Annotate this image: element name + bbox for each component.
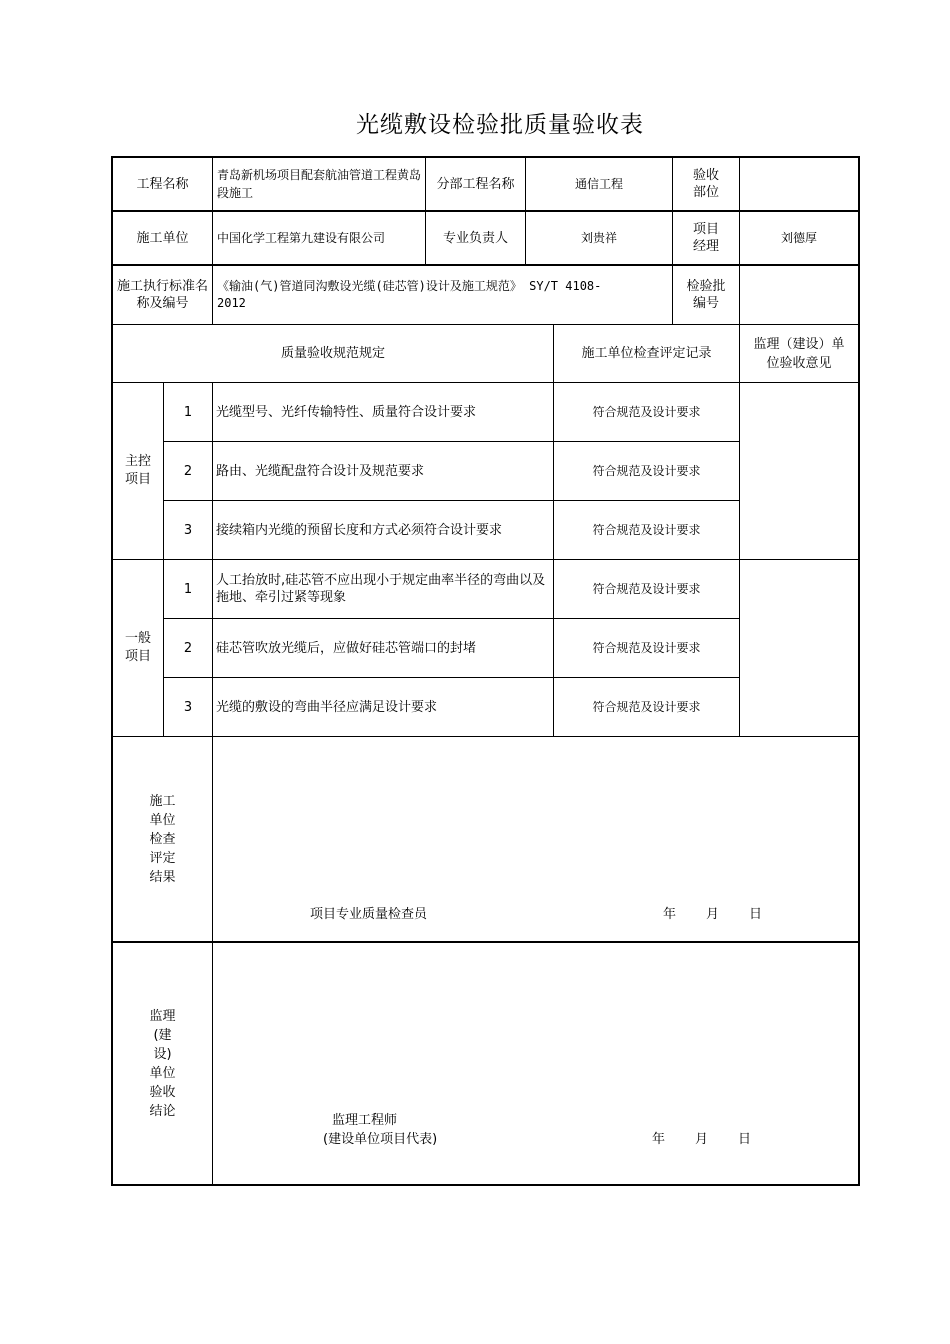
project-name-value: 青岛新机场项目配套航油管道工程黄岛段施工 (217, 168, 422, 200)
item-record: 符合规范及设计要求 (592, 404, 701, 419)
row-divider (111, 736, 860, 737)
acceptance-part-value (740, 158, 858, 210)
discipline-lead-label: 专业负责人 (442, 230, 508, 246)
month-label: 月 (695, 1132, 709, 1147)
item-record: 符合规范及设计要求 (592, 640, 701, 655)
page-title: 光缆敷设检验批质量验收表 (356, 112, 644, 138)
col-divider (212, 736, 213, 1185)
item-number: 3 (183, 699, 193, 715)
spec-column-header: 质量验收规范规定 (280, 346, 385, 361)
item-number: 3 (183, 522, 193, 538)
record-column-header: 施工单位检查评定记录 (581, 346, 712, 361)
item-number: 2 (183, 640, 193, 656)
subproject-value: 通信工程 (574, 176, 623, 191)
year-label: 年 (663, 907, 677, 922)
day-label: 日 (749, 907, 763, 922)
row-divider (111, 941, 860, 943)
project-manager-label: 项目经理 (692, 222, 719, 254)
item-text: 人工抬放时,硅芯管不应出现小于规定曲率半径的弯曲以及拖地、牵引过紧等现象 (216, 573, 546, 605)
day-label: 日 (738, 1132, 752, 1147)
opinion-column-header: 监理（建设）单位验收意见 (753, 336, 845, 371)
item-record: 符合规范及设计要求 (592, 699, 701, 714)
item-number: 2 (183, 463, 193, 479)
project-name-label: 工程名称 (136, 176, 189, 192)
owner-representative-label: (建设单位项目代表) (323, 1132, 438, 1147)
subproject-label: 分部工程名称 (436, 176, 515, 192)
quality-inspector-label: 项目专业质量检查员 (310, 907, 428, 922)
contractor-result-label: 施工单位检查评定结果 (149, 793, 176, 885)
main-items-label: 主控项目 (124, 454, 151, 487)
item-record: 符合规范及设计要求 (592, 463, 701, 478)
project-manager-value: 刘德厚 (780, 230, 817, 245)
item-text: 路由、光缆配盘符合设计及规范要求 (216, 463, 425, 479)
item-record: 符合规范及设计要求 (592, 522, 701, 537)
item-number: 1 (183, 581, 193, 597)
acceptance-part-label: 验收部位 (692, 168, 719, 200)
supervisor-result-label: 监理(建设)单位验收结论 (149, 1009, 176, 1119)
batch-no-label: 检验批编号 (686, 279, 726, 311)
item-number: 1 (183, 404, 193, 420)
item-text: 光缆型号、光纤传输特性、质量符合设计要求 (216, 404, 477, 420)
item-text: 硅芯管吹放光缆后，应做好硅芯管端口的封堵 (216, 640, 477, 656)
standard-label: 施工执行标准名称及编号 (117, 279, 209, 311)
year-label: 年 (652, 1132, 666, 1147)
month-label: 月 (706, 907, 720, 922)
standard-value: 《输油(气)管道同沟敷设光缆(硅芯管)设计及施工规范》 SY/T 4108-2012 (217, 279, 602, 310)
supervising-engineer-label: 监理工程师 (332, 1113, 398, 1128)
discipline-lead-value: 刘贵祥 (580, 230, 617, 245)
batch-no-value (740, 266, 858, 324)
item-text: 接续箱内光缆的预留长度和方式必须符合设计要求 (216, 522, 503, 538)
contractor-value: 中国化学工程第九建设有限公司 (217, 230, 386, 245)
general-items-label: 一般项目 (124, 631, 151, 664)
contractor-label: 施工单位 (136, 230, 189, 246)
item-record: 符合规范及设计要求 (592, 581, 701, 596)
item-text: 光缆的敷设的弯曲半径应满足设计要求 (216, 699, 438, 715)
